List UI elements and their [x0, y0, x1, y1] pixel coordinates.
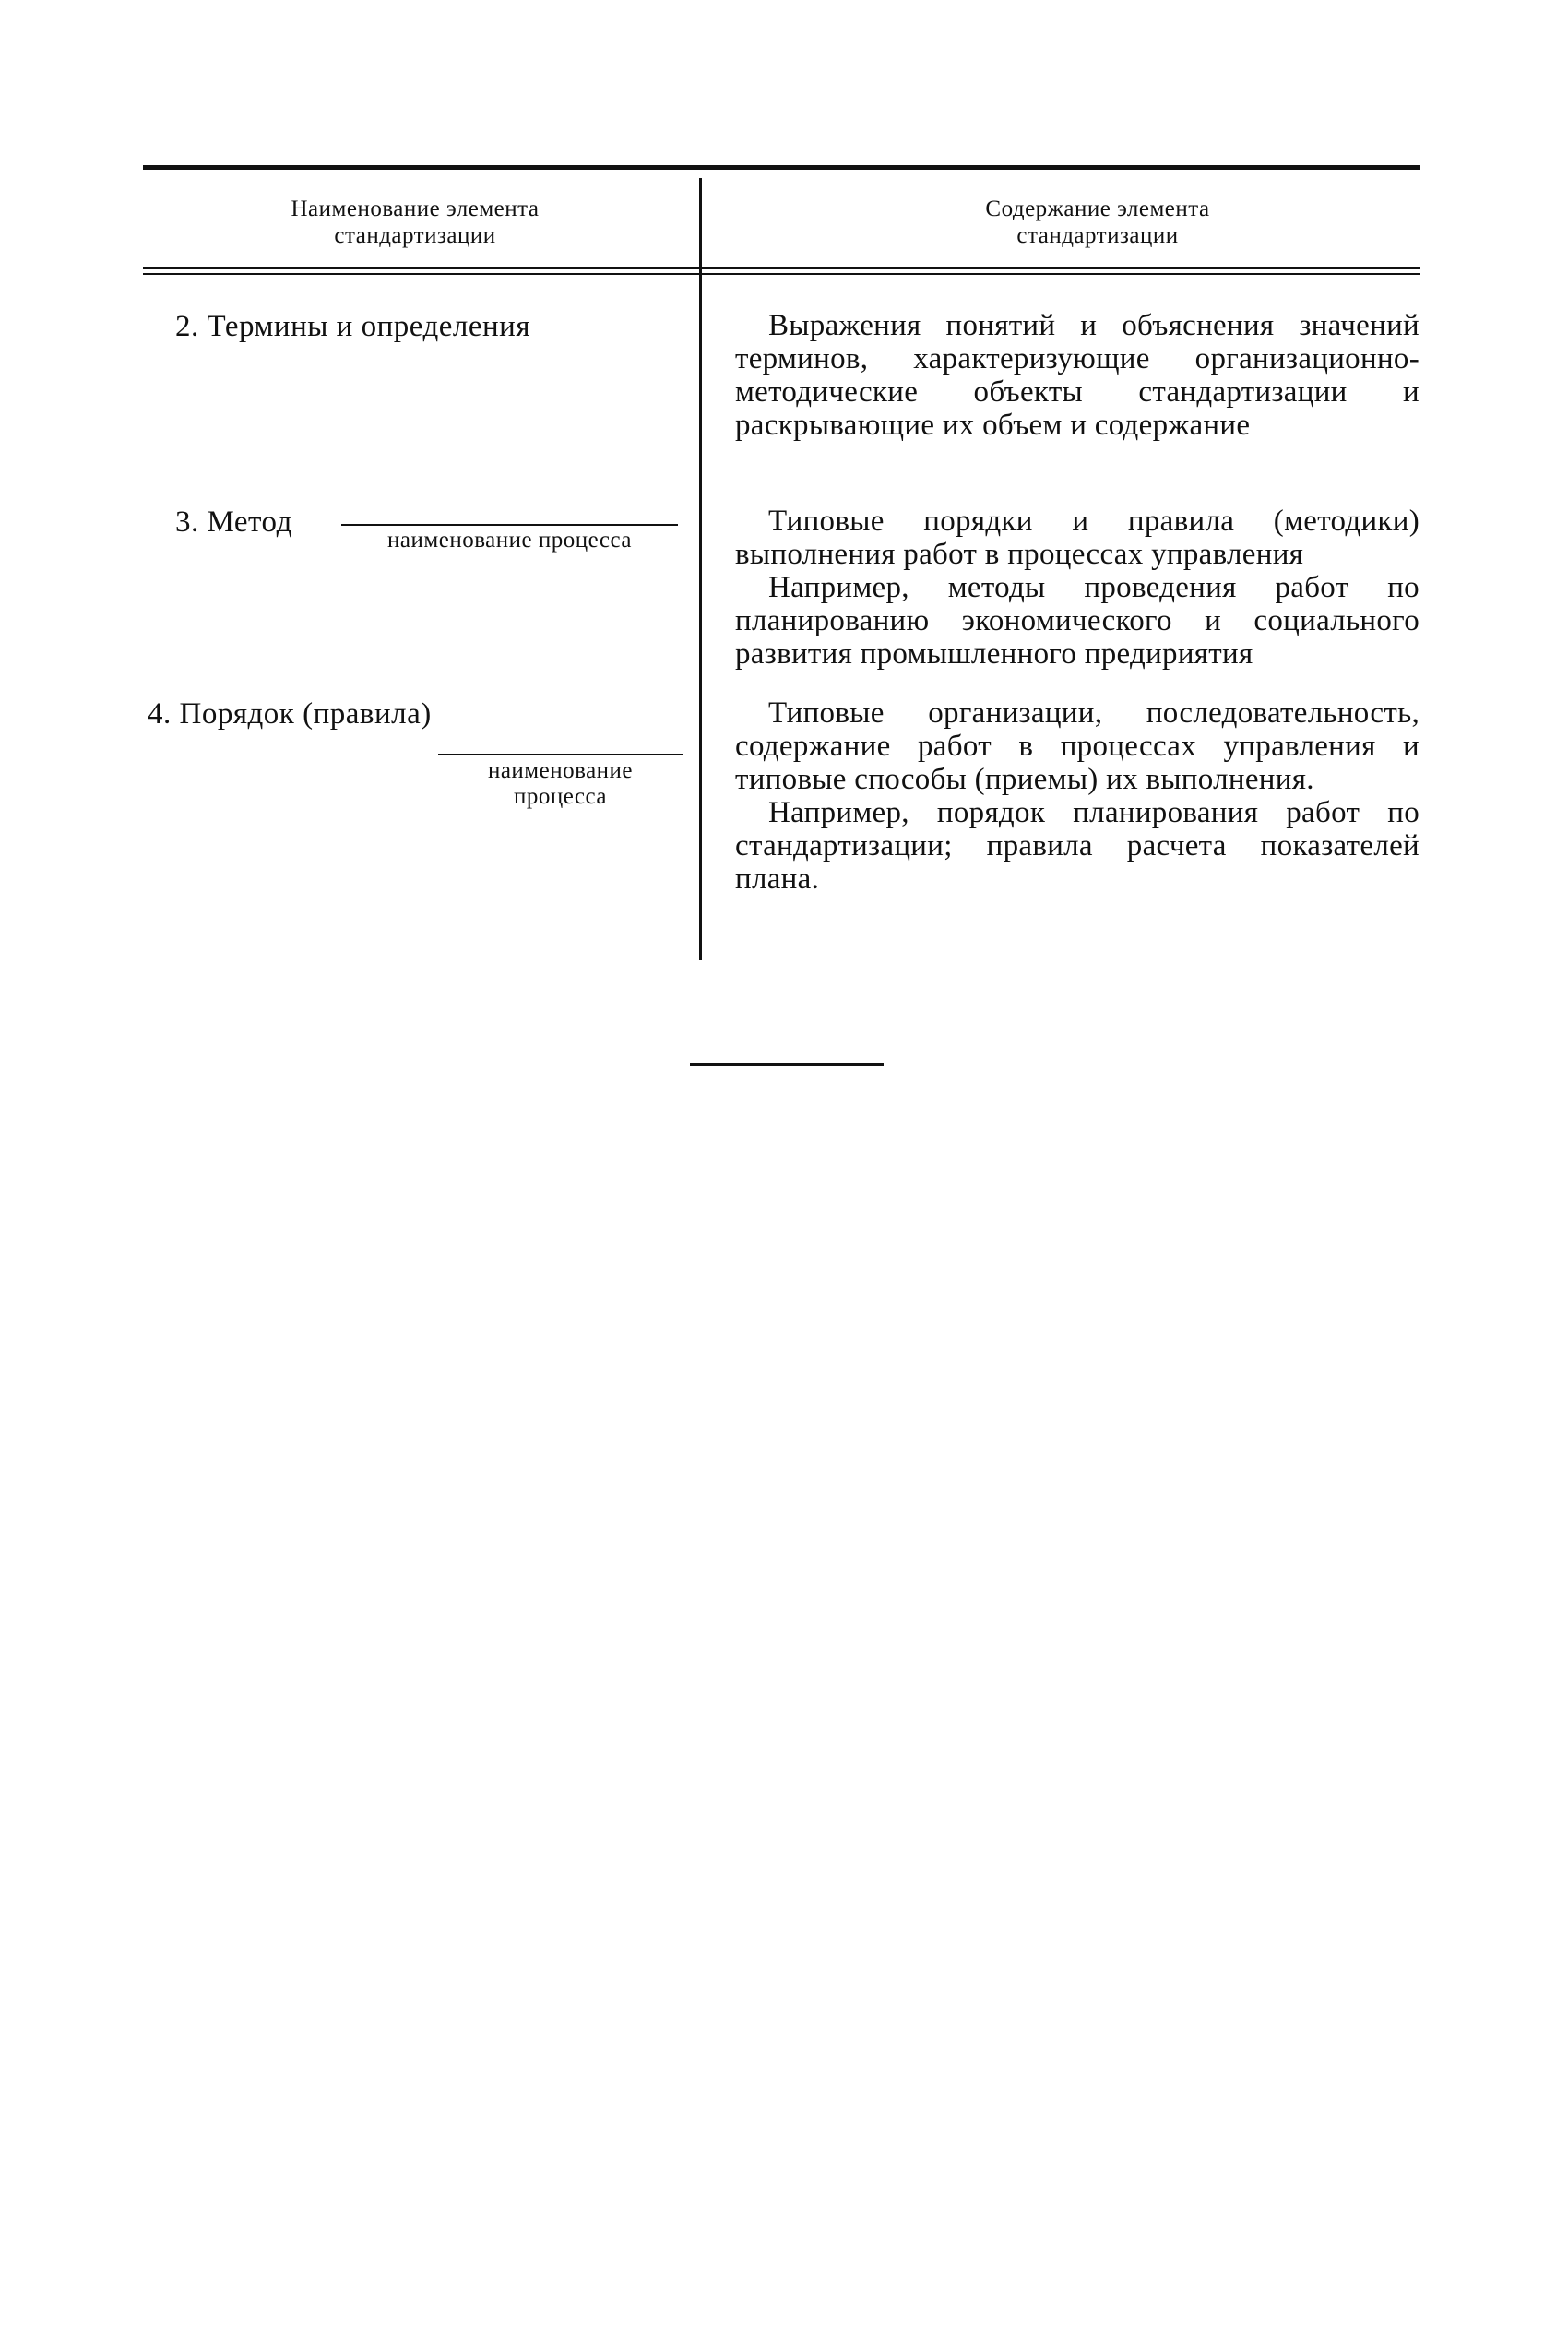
- row-terms-content: [735, 309, 1420, 442]
- header-left-text: Наименование элемента стандартизации: [291, 196, 540, 248]
- row-method-fill-line: [341, 524, 678, 526]
- row-procedure-term-text: 4. Порядок (правила): [148, 697, 432, 731]
- row-procedure-fill-line: [438, 754, 683, 755]
- row-method-term: [175, 505, 332, 540]
- row-method-term-text: 3. Метод: [175, 505, 292, 539]
- row-method-paragraph-1: Типовые порядки и правила (методики) выполнения работ в процессах управления: [735, 505, 1420, 571]
- column-divider: [699, 178, 702, 960]
- header-bottom-rule-2: [143, 273, 1420, 275]
- row-procedure-content: [735, 696, 1420, 896]
- row-terms-term-text: 2. Термины и определения: [175, 310, 531, 343]
- header-right: [913, 196, 1282, 249]
- row-terms-term: [175, 309, 655, 344]
- row-procedure-paragraph-1: Типовые организации, последовательность, содержание работ в процессах управления и типовые способы (приемы) их выполнения.: [735, 696, 1420, 796]
- table-top-rule: [143, 165, 1420, 170]
- header-bottom-rule-1: [143, 267, 1420, 269]
- row-procedure-term: [148, 696, 434, 731]
- row-terms-paragraph: Выражения понятий и объяснения значений терминов, характеризующие организационно-методические объекты стандартизации и раскрывающие их объем и содержание: [735, 309, 1420, 442]
- row-method-placeholder: [341, 528, 678, 553]
- row-procedure-paragraph-2: Например, порядок планирования работ по стандартизации; правила расчета показателей плана.: [735, 796, 1420, 896]
- row-method-content: [735, 505, 1420, 671]
- row-procedure-placeholder-text: наименование процесса: [487, 758, 634, 809]
- row-procedure-placeholder: [457, 758, 664, 810]
- end-divider: [690, 1063, 884, 1066]
- header-left: [212, 196, 618, 249]
- header-right-text: Содержание элемента стандартизации: [985, 196, 1210, 248]
- row-method-placeholder-text: наименование процесса: [387, 528, 632, 553]
- row-method-paragraph-2: Например, методы проведения работ по планированию экономического и социального развития промышленного предириятия: [735, 571, 1420, 671]
